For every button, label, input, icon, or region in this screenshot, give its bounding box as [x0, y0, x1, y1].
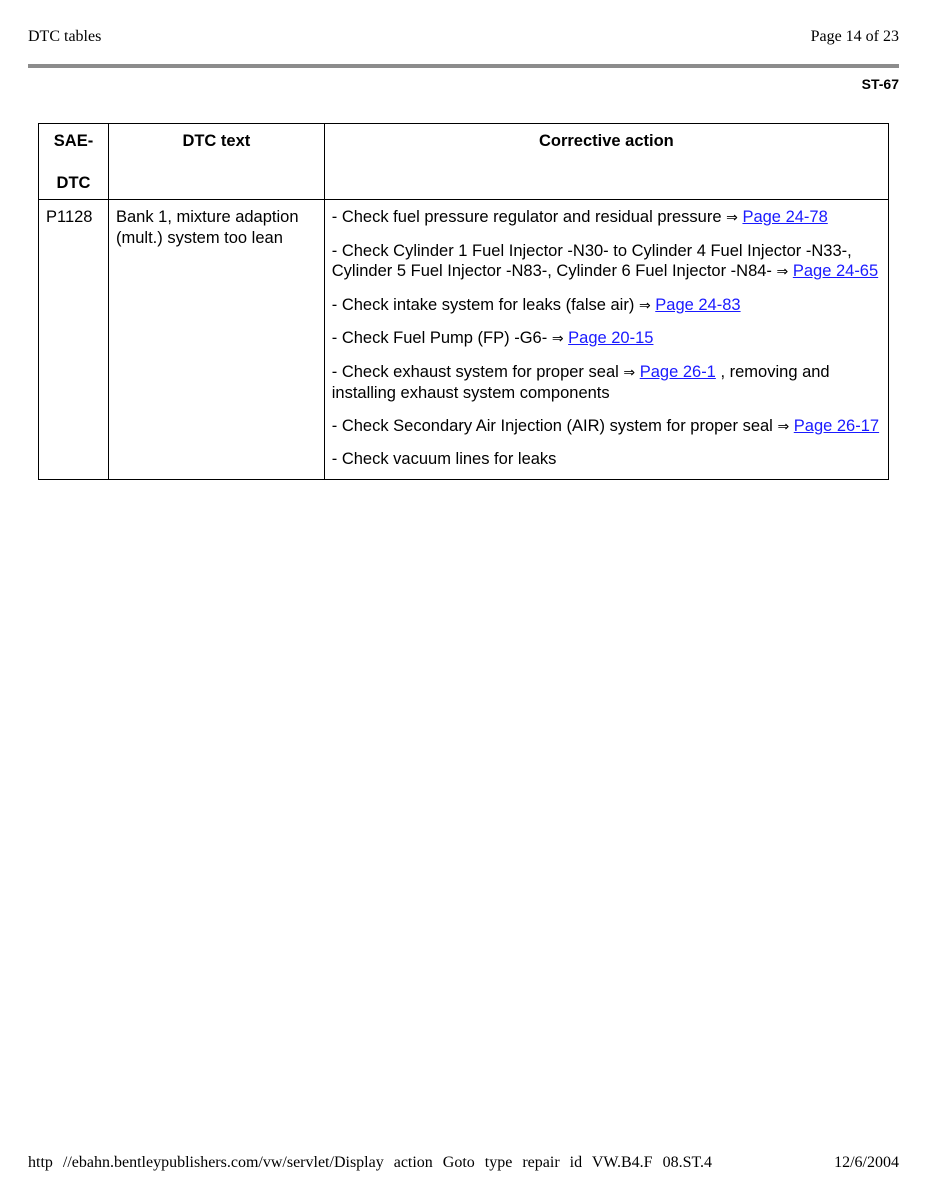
arrow-right-icon: ⇒ — [726, 210, 738, 226]
column-header-dtc: DTC — [56, 173, 91, 192]
action-item — [332, 207, 881, 229]
page-reference-link[interactable]: Page 24-78 — [742, 208, 828, 226]
column-header-sae: SAE- — [53, 132, 94, 150]
action-item — [332, 416, 881, 438]
arrow-right-icon: ⇒ — [776, 264, 789, 280]
table-row — [39, 200, 889, 480]
table-header-row — [39, 124, 889, 200]
page-reference-link[interactable]: Page 24-83 — [655, 295, 741, 314]
column-header-dtc-text: DTC text — [108, 124, 324, 200]
action-text: - Check Cylinder 1 Fuel Injector -N30- to Cylinder 4 Fuel Injector -N33-, Cylinder 5 Fuel Injector -N83-, Cylinder 6 Fuel Injector -N84- — [331, 241, 852, 280]
dtc-code-cell: P1128 — [39, 200, 109, 480]
header-divider — [28, 64, 899, 68]
arrow-right-icon: ⇒ — [551, 331, 564, 347]
action-text: - Check Fuel Pump (FP) -G6- — [331, 329, 548, 347]
footer-date: 12/6/2004 — [834, 1154, 899, 1171]
action-item — [332, 295, 881, 317]
dtc-description-cell: Bank 1, mixture adaption (mult.) system too lean — [108, 200, 324, 480]
footer-url: http //ebahn.bentleypublishers.com/vw/servlet/Display action Goto type repair id VW.B4.F 08.ST.4 — [28, 1154, 713, 1171]
dtc-table — [38, 123, 889, 480]
action-text: - Check vacuum lines for leaks — [331, 450, 557, 468]
action-text: - Check intake system for leaks (false air) — [331, 295, 635, 314]
section-code: ST-67 — [861, 76, 899, 92]
action-text: - Check fuel pressure regulator and residual pressure — [331, 208, 722, 226]
page-header-title: DTC tables — [28, 28, 102, 45]
action-text: - Check exhaust system for proper seal — [331, 362, 619, 381]
arrow-right-icon: ⇒ — [623, 364, 636, 381]
column-header-sae-dtc — [39, 124, 109, 200]
page-reference-link[interactable]: Page 26-1 — [639, 362, 716, 381]
arrow-right-icon: ⇒ — [777, 418, 790, 435]
arrow-right-icon: ⇒ — [638, 297, 651, 314]
action-text: - Check Secondary Air Injection (AIR) system for proper seal — [331, 416, 773, 435]
action-item — [332, 328, 881, 350]
action-item — [332, 449, 881, 470]
page-reference-link[interactable]: Page 20-15 — [568, 329, 654, 347]
corrective-action-cell — [324, 200, 888, 480]
action-suffix-text: , removing and installing exhaust system components — [331, 362, 830, 402]
action-item — [332, 362, 881, 404]
page-number: Page 14 of 23 — [810, 28, 899, 45]
page-reference-link[interactable]: Page 26-17 — [793, 416, 880, 435]
page-reference-link[interactable]: Page 24-65 — [792, 262, 879, 280]
action-item — [332, 241, 881, 283]
column-header-corrective-action: Corrective action — [324, 124, 888, 200]
page-footer — [28, 1154, 899, 1172]
